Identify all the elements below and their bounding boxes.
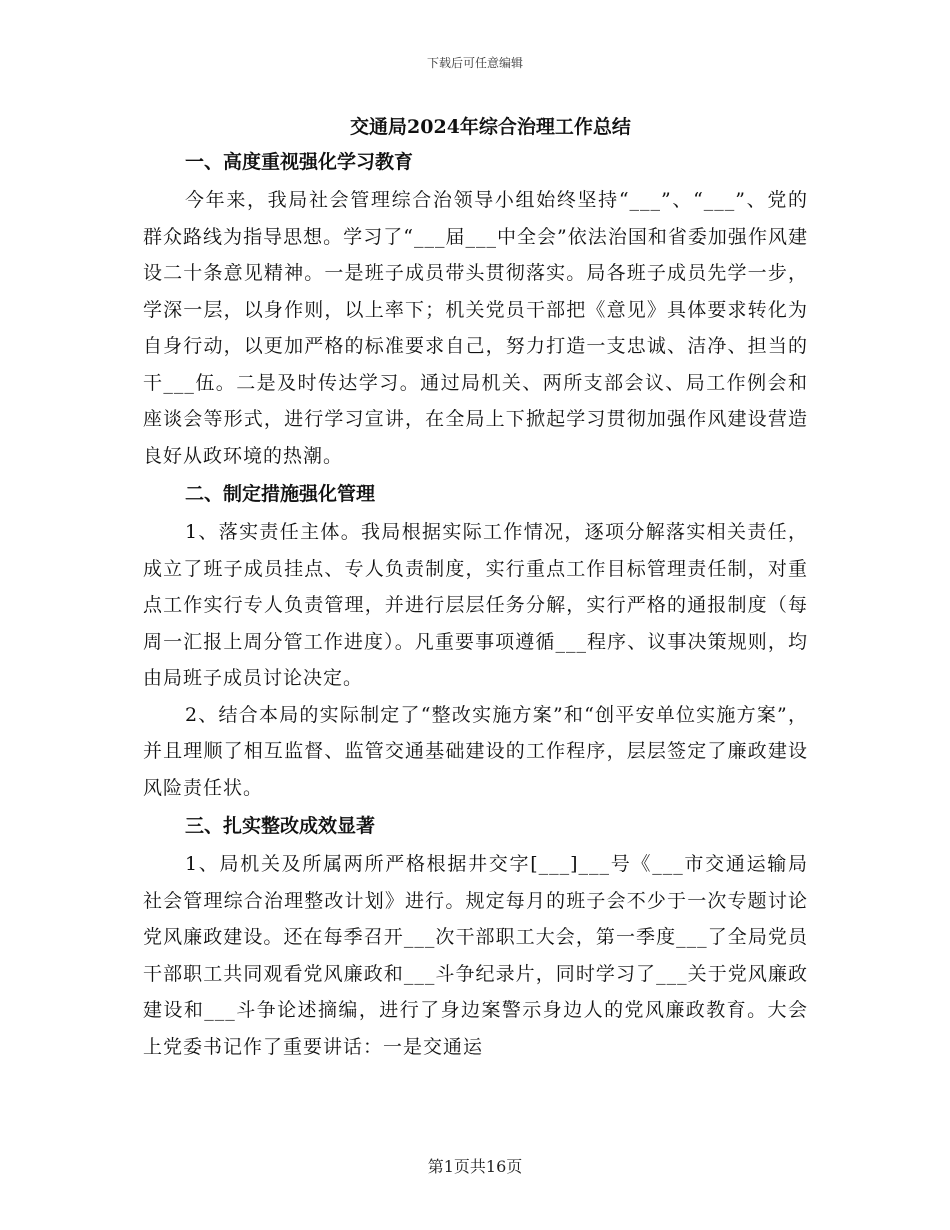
section3-paragraph-1: 1、局机关及所属两所严格根据井交字[___]___号《___市交通运输局社会管理综合治理整改计划》进行。规定每月的班子会不少于一次专题讨论党风廉政建设。还在每季召开___次干部职工大会，第一季度___了全局党员干部职工共同观看党风廉政和___斗争纪录片，同时学习了___关于党风廉政建设和___斗争论述摘编，进行了身边案警示身边人的党风廉政教育。大会上党委书记作了重要讲话：一是交通运 xyxy=(143,853,808,1058)
section-heading-1: 一、高度重视强化学习教育 xyxy=(185,151,414,173)
document-body xyxy=(143,112,808,1065)
section2-paragraph-1: 1、落实责任主体。我局根据实际工作情况，逐项分解落实相关责任，成立了班子成员挂点、专人负责制度，实行重点工作目标管理责任制，对重点工作实行专人负责管理，并进行层层任务分解，实行严格的通报制度（每周一汇报上周分管工作进度）。凡重要事项遵循___程序、议事决策规则，均由局班子成员讨论决定。 xyxy=(143,521,808,689)
section-heading-3: 三、扎实整改成效显著 xyxy=(185,815,376,837)
page-header: 下载后可任意编辑 xyxy=(426,56,523,70)
section1-paragraph-1: 今年来，我局社会管理综合治领导小组始终坚持“___”、“___”、党的群众路线为指导思想。学习了“___届___中全会”依法治国和省委加强作风建设二十条意见精神。一是班子成员带头贯彻落实。局各班子成员先学一步，学深一层，以身作则，以上率下；机关党员干部把《意见》具体要求转化为自身行动，以更加严格的标准要求自己，努力打造一支忠诚、洁净、担当的干___伍。二是及时传达学习。通过局机关、两所支部会议、局工作例会和座谈会等形式，进行学习宣讲，在全局上下掀起学习贯彻加强作风建设营造良好从政环境的热潮。 xyxy=(143,189,808,467)
document-title: 交通局2024年综合治理工作总结 xyxy=(350,116,631,138)
page-footer: 第1页共16页 xyxy=(427,1157,523,1176)
section-heading-2: 二、制定措施强化管理 xyxy=(185,483,376,505)
section2-paragraph-2: 2、结合本局的实际制定了“整改实施方案”和“创平安单位实施方案”，并且理顺了相互监督、监管交通基础建设的工作程序，层层签定了廉政建设风险责任状。 xyxy=(143,703,808,799)
